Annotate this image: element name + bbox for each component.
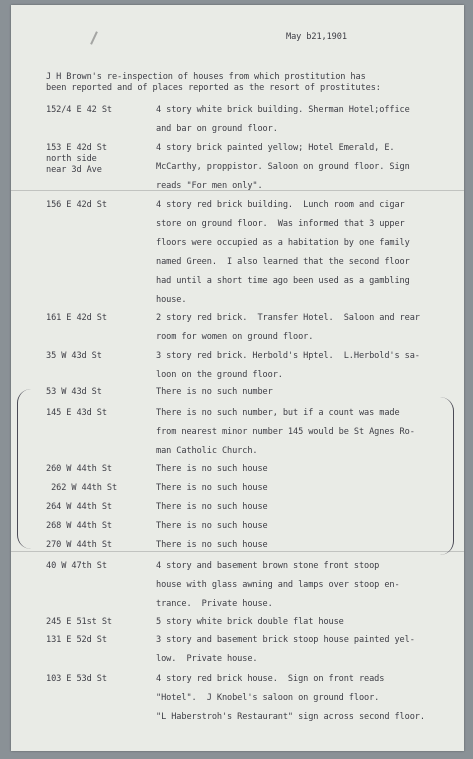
entry-address: near 3d Ave xyxy=(46,165,102,175)
intro-line-1: J H Brown's re-inspection of houses from which prostitution has xyxy=(46,72,366,82)
entry-description: 4 story red brick building. Lunch room and cigar xyxy=(156,200,405,210)
entry-description: McCarthy, proppistor. Saloon on ground floor. Sign xyxy=(156,162,410,172)
entry-address: 53 W 43d St xyxy=(46,387,102,397)
intro-line-2: been reported and of places reported as the resort of prostitutes: xyxy=(46,83,381,93)
entry-description: There is no such house xyxy=(156,483,268,493)
entry-address: 40 W 47th St xyxy=(46,561,107,571)
entry-description: 4 story brick painted yellow; Hotel Emerald, E. xyxy=(156,143,395,153)
entry-address: 35 W 43d St xyxy=(46,351,102,361)
entry-description: There is no such house xyxy=(156,521,268,531)
entry-description: named Green. I also learned that the second floor xyxy=(156,257,410,267)
entry-description: trance. Private house. xyxy=(156,599,273,609)
pen-mark xyxy=(90,31,98,45)
entry-description: 3 story and basement brick stoop house painted yel- xyxy=(156,635,415,645)
right-bracket-mark xyxy=(439,397,454,555)
entry-description: house with glass awning and lamps over stoop en- xyxy=(156,580,400,590)
entry-description: and bar on ground floor. xyxy=(156,124,278,134)
entry-address: 152/4 E 42 St xyxy=(46,105,112,115)
entry-description: store on ground floor. Was informed that 3 upper xyxy=(156,219,405,229)
left-bracket-mark xyxy=(17,389,38,549)
entry-address: 153 E 42d St xyxy=(46,143,107,153)
entry-description: 2 story red brick. Transfer Hotel. Saloon and rear xyxy=(156,313,420,323)
entry-description: "L Haberstroh's Restaurant" sign across second floor. xyxy=(156,712,425,722)
entry-address: 103 E 53d St xyxy=(46,674,107,684)
entry-address: 270 W 44th St xyxy=(46,540,112,550)
entry-description: 5 story white brick double flat house xyxy=(156,617,344,627)
entry-description: "Hotel". J Knobel's saloon on ground floor. xyxy=(156,693,380,703)
entry-description: from nearest minor number 145 would be St Agnes Ro- xyxy=(156,427,415,437)
entry-description: There is no such number xyxy=(156,387,273,397)
fold-line xyxy=(11,551,464,552)
entry-description: There is no such house xyxy=(156,540,268,550)
entry-address: 262 W 44th St xyxy=(46,483,118,493)
entry-address: 264 W 44th St xyxy=(46,502,112,512)
entry-address: 260 W 44th St xyxy=(46,464,112,474)
entry-address: 245 E 51st St xyxy=(46,617,112,627)
entry-description: There is no such house xyxy=(156,502,268,512)
entry-description: 4 story and basement brown stone front stoop xyxy=(156,561,380,571)
entry-description: 3 story red brick. Herbold's Hptel. L.Herbold's sa- xyxy=(156,351,420,361)
entry-description: had until a short time ago been used as a gambling xyxy=(156,276,410,286)
entry-address: 145 E 43d St xyxy=(46,408,107,418)
entry-description: low. Private house. xyxy=(156,654,258,664)
entry-address: 161 E 42d St xyxy=(46,313,107,323)
entry-description: man Catholic Church. xyxy=(156,446,258,456)
entry-description: reads "For men only". xyxy=(156,181,263,191)
entry-description: There is no such house xyxy=(156,464,268,474)
entry-address: 156 E 42d St xyxy=(46,200,107,210)
entry-address: north side xyxy=(46,154,97,164)
entry-address: 131 E 52d St xyxy=(46,635,107,645)
document-date: May b21,1901 xyxy=(286,32,347,42)
entry-description: floors were occupied as a habitation by one family xyxy=(156,238,410,248)
entry-description: room for women on ground floor. xyxy=(156,332,314,342)
entry-description: There is no such number, but if a count was made xyxy=(156,408,400,418)
entry-address: 268 W 44th St xyxy=(46,521,112,531)
entry-description: 4 story red brick house. Sign on front reads xyxy=(156,674,385,684)
entry-description: loon on the ground floor. xyxy=(156,370,283,380)
document-page xyxy=(11,5,464,751)
entry-description: 4 story white brick building. Sherman Hotel;office xyxy=(156,105,410,115)
entry-description: house. xyxy=(156,295,187,305)
